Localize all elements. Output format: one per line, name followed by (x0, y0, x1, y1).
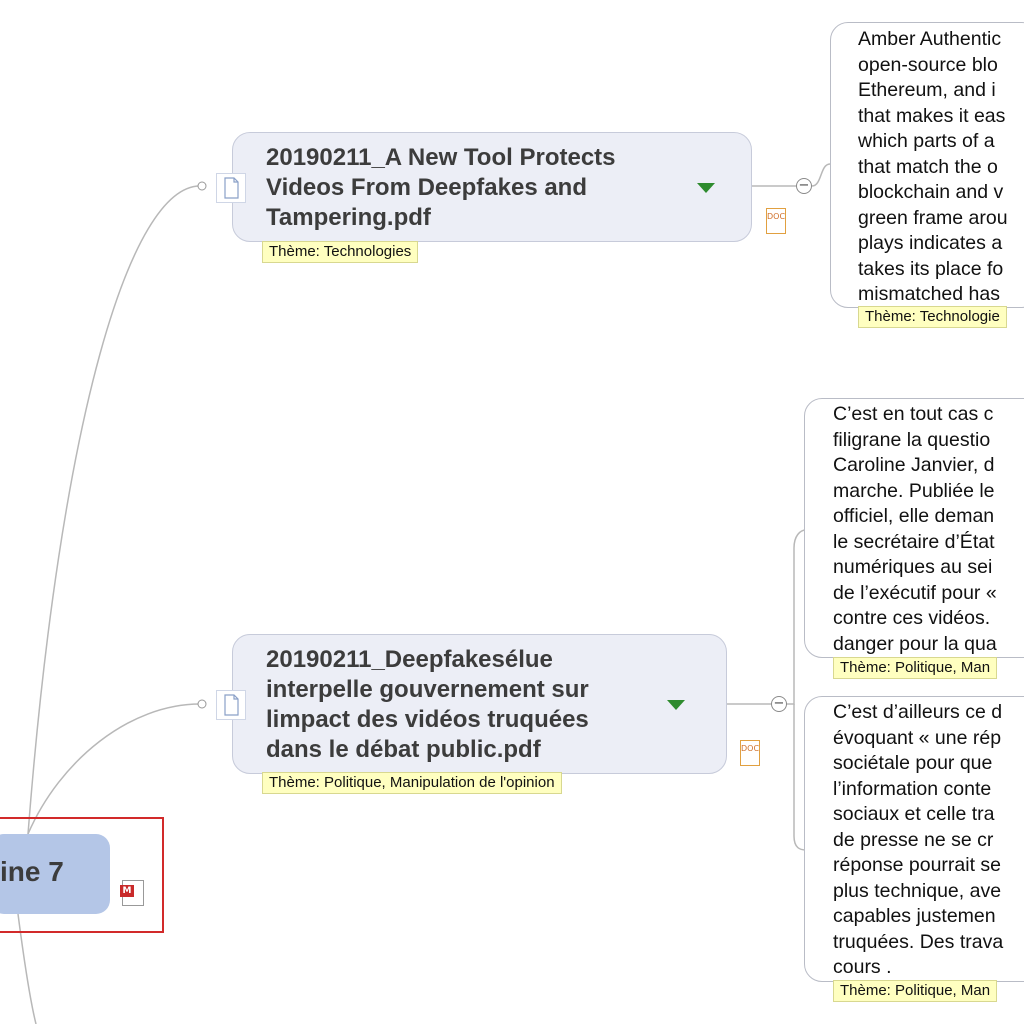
note-text: Amber Authentic open-source blo Ethereum, and i that makes it eas which parts of a that match the o blockchain and v green frame arou plays indicates a takes its place fo mismatched has (858, 28, 1008, 305)
chevron-down-icon[interactable] (667, 700, 685, 710)
theme-tag: Thème: Technologie (858, 306, 1007, 328)
topic-title: 20190211_Deepfakesélue interpelle gouvernement sur limpact des vidéos truquées dans le débat public.pdf (266, 646, 589, 763)
theme-tag: Thème: Politique, Man (833, 980, 997, 1002)
selection-frame (0, 817, 164, 933)
theme-tag: Thème: Politique, Manipulation de l'opinion (262, 772, 562, 794)
central-topic-label: ine 7 (0, 856, 64, 887)
chevron-down-icon[interactable] (697, 183, 715, 193)
pdf-mark-icon: M (120, 885, 134, 897)
document-icon[interactable] (216, 690, 246, 720)
attachment-icon[interactable]: DOC (766, 208, 786, 234)
note-text: C’est d’ailleurs ce d évoquant « une rép sociétale pour que l’information conte sociaux et celle tra de presse ne se cr réponse pourrait se plus technique, ave capables justemen truquées. Des trava cours . (833, 701, 1004, 978)
topic-title: 20190211_A New Tool Protects Videos From Deepfakes and Tampering.pdf (266, 144, 616, 231)
attachment-icon[interactable]: DOC (740, 740, 760, 766)
note-text: C’est en tout cas c filigrane la questio Caroline Janvier, d marche. Publiée le officiel, elle deman le secrétaire d’État numériques au sei de l’exécutif pour « contre ces vidéos. danger pour la qua (833, 403, 997, 655)
theme-tag: Thème: Technologies (262, 241, 418, 263)
theme-tag: Thème: Politique, Man (833, 657, 997, 679)
collapse-toggle[interactable]: − (771, 696, 787, 712)
collapse-toggle[interactable]: − (796, 178, 812, 194)
document-icon[interactable] (216, 173, 246, 203)
